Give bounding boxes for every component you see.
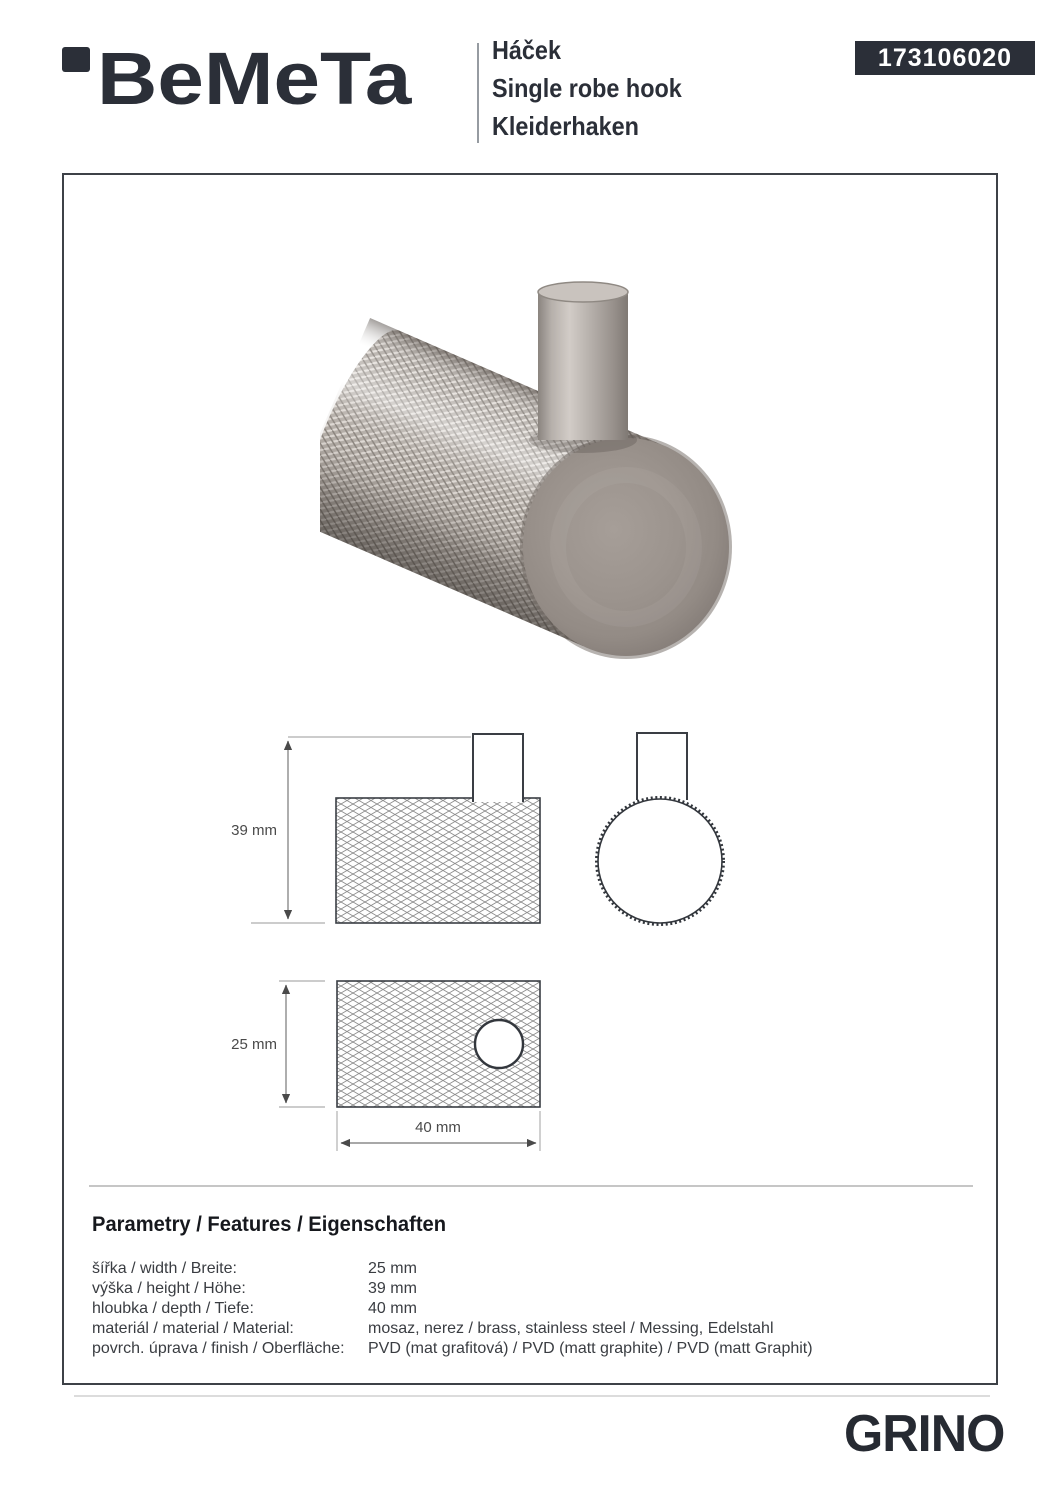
front-view-peg xyxy=(637,733,687,800)
product-name-en: Single robe hook xyxy=(492,73,682,103)
title-divider xyxy=(477,43,479,143)
table-row xyxy=(92,1279,813,1299)
peg-top xyxy=(538,282,628,302)
table-row xyxy=(92,1259,813,1279)
section-separator xyxy=(89,1185,973,1187)
param-value: PVD (mat grafitová) / PVD (matt graphite) / PVD (matt Graphit) xyxy=(368,1340,813,1357)
side-view-body xyxy=(336,798,540,923)
param-label: šířka / width / Breite: xyxy=(92,1260,237,1277)
param-label: výška / height / Höhe: xyxy=(92,1280,246,1297)
width-dimension-label: 25 mm xyxy=(231,1036,277,1053)
product-title-block xyxy=(492,31,703,145)
param-value: mosaz, nerez / brass, stainless steel / Messing, Edelstahl xyxy=(368,1320,774,1337)
bemeta-logo-text: BeMeTa xyxy=(97,37,412,120)
table-row xyxy=(92,1319,813,1339)
parameters-table xyxy=(92,1259,813,1359)
table-row xyxy=(92,1339,813,1359)
product-name-cs: Háček xyxy=(492,35,561,65)
param-value: 39 mm xyxy=(368,1280,417,1297)
footer-separator xyxy=(74,1395,990,1397)
table-row xyxy=(92,1299,813,1319)
product-name-de: Kleiderhaken xyxy=(492,111,639,141)
front-view-body xyxy=(598,799,722,923)
param-label: hloubka / depth / Tiefe: xyxy=(92,1300,254,1317)
product-photo xyxy=(320,270,750,690)
series-name: GRINO xyxy=(843,1405,1004,1463)
hook-peg xyxy=(538,292,628,440)
top-view-hole xyxy=(475,1020,523,1068)
height-dimension-label: 39 mm xyxy=(231,822,277,839)
parameters-heading: Parametry / Features / Eigenschaften xyxy=(92,1213,447,1236)
drawing-top-view xyxy=(231,981,540,1151)
depth-dimension-label: 40 mm xyxy=(415,1119,461,1136)
product-code-badge: 173106020 xyxy=(855,41,1035,75)
drawing-front-view xyxy=(597,733,724,925)
bemeta-logo-square-icon xyxy=(62,47,90,72)
side-view-peg xyxy=(473,734,523,802)
param-value: 40 mm xyxy=(368,1300,417,1317)
param-value: 25 mm xyxy=(368,1260,417,1277)
param-label: povrch. úprava / finish / Oberfläche: xyxy=(92,1340,345,1357)
drawing-side-view xyxy=(231,734,540,923)
param-label: materiál / material / Material: xyxy=(92,1320,294,1337)
technical-drawings xyxy=(215,720,760,1160)
